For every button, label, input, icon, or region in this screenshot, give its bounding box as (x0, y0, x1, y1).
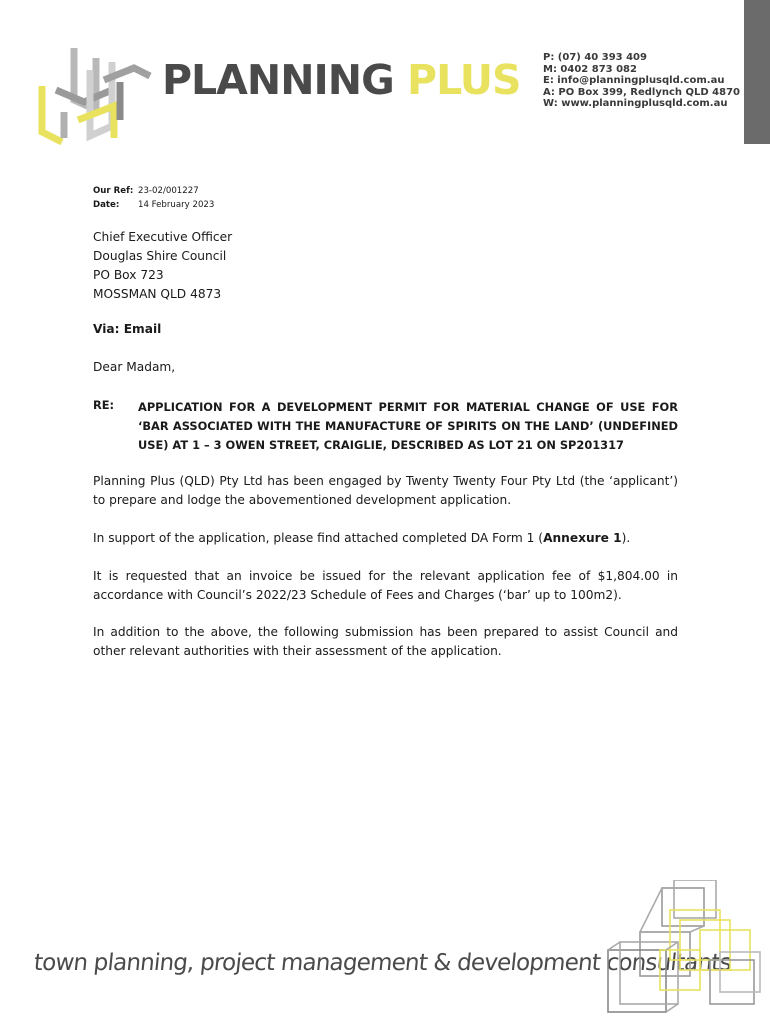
footer-cube-icon (600, 880, 765, 1020)
edge-bar (744, 0, 770, 144)
contact-phone: P: (07) 40 393 409 (543, 52, 647, 63)
contact-email: E: info@planningplusqld.com.au (543, 75, 725, 87)
our-ref-label: Our Ref: (93, 186, 134, 196)
brand-word-planning: PLANNING (162, 56, 394, 104)
paragraph-engagement: Planning Plus (QLD) Pty Ltd has been engaged by Twenty Twenty Four Pty Ltd (the ‘applicant’) to prepare and lodge the abovementioned development application. (93, 474, 678, 507)
via-line: Via: Email (93, 322, 162, 336)
recipient-line: Chief Executive Officer (93, 230, 233, 244)
recipient-address (93, 228, 232, 304)
paragraph-support-text: In support of the application, please find attached completed DA Form 1 ( (93, 531, 544, 545)
date-value: 14 February 2023 (138, 200, 215, 210)
recipient-line: Douglas Shire Council (93, 249, 227, 263)
paragraph-invoice: It is requested that an invoice be issued for the relevant application fee of $1,804.00 in accordance with Council’s 2022/23 Schedule of Fees and Charges (‘bar’ up to 100m2). (93, 569, 678, 602)
re-subject: APPLICATION FOR A DEVELOPMENT PERMIT FOR MATERIAL CHANGE OF USE FOR ‘BAR ASSOCIATED WITH THE MANUFACTURE OF SPIRITS ON THE LAND’ (UNDEFINED USE) AT 1 – 3 OWEN STREET, CRAIGLIE, DESCRIBED AS LOT 21 ON SP201317 (138, 400, 678, 452)
brand-word-plus: PLUS (407, 56, 521, 104)
paragraph-support-end: ). (621, 531, 631, 545)
brand-wordmark (162, 56, 521, 104)
recipient-line: PO Box 723 (93, 268, 164, 282)
contact-address: A: PO Box 399, Redlynch QLD 4870 (543, 86, 741, 98)
re-label: RE: (93, 398, 115, 412)
paragraph-submission: In addition to the above, the following submission has been prepared to assist Council and other relevant authorities with their assessment of the application. (93, 625, 678, 658)
recipient-line: MOSSMAN QLD 4873 (93, 287, 222, 301)
contact-block (543, 52, 740, 110)
footer-tagline: town planning, project management & development consultants (32, 950, 733, 976)
contact-website: W: www.planningplusqld.com.au (543, 98, 728, 110)
reference-block (93, 184, 214, 212)
date-label: Date: (93, 200, 120, 210)
annexure-reference: Annexure 1 (543, 531, 622, 545)
our-ref-value: 23-02/001227 (138, 186, 199, 196)
paragraph-support (93, 529, 678, 548)
date-row (93, 198, 214, 212)
cube-logo-icon (34, 40, 154, 146)
our-ref-row (93, 184, 214, 198)
contact-mobile: M: 0402 873 082 (543, 63, 637, 75)
salutation: Dear Madam, (93, 360, 176, 374)
